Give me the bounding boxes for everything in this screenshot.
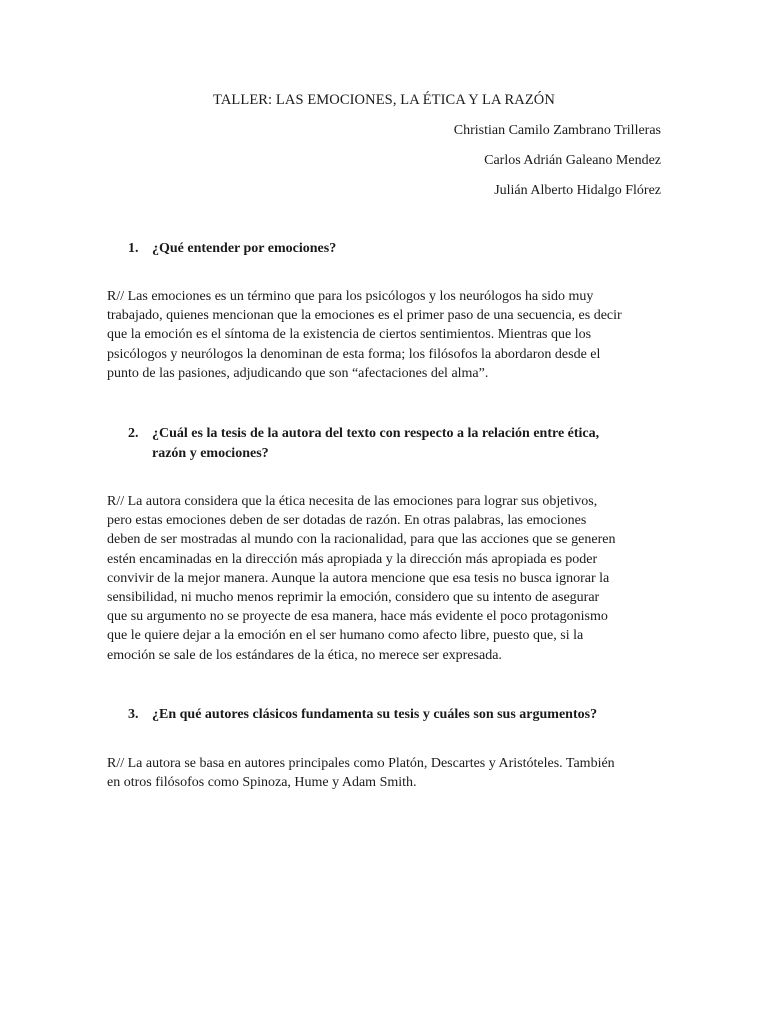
answer-line: pero estas emociones deben de ser dotadas de razón. En otras palabras, las emociones: [107, 513, 587, 529]
author-name: Julián Alberto Hidalgo Flórez: [494, 183, 661, 198]
answer-line: psicólogos y neurólogos la denominan de esta forma; los filósofos la abordaron desde el: [107, 346, 601, 362]
question-1: [128, 239, 648, 259]
answer-2: [107, 492, 663, 665]
question-number: 2.: [128, 426, 139, 441]
question-number: 1.: [128, 241, 139, 256]
answer-line: que la emoción es el síntoma de la existencia de ciertos sentimientos. Mientras que los: [107, 327, 592, 343]
author-list: [454, 122, 661, 212]
document-title: TALLER: LAS EMOCIONES, LA ÉTICA Y LA RAZÓN: [213, 92, 555, 108]
answer-line: sensibilidad, ni mucho menos reprimir la emoción, considero que su intento de asegurar: [107, 590, 600, 606]
question-line: ¿Cuál es la tesis de la autora del texto con respecto a la relación entre ética,: [152, 426, 600, 441]
answer-line: R// La autora se basa en autores principales como Platón, Descartes y Aristóteles. También: [107, 756, 615, 771]
question-text: [152, 705, 648, 725]
answer-line: que le quiere dejar a la emoción en el ser humano como afecto libre, puesto que, si la: [107, 628, 584, 644]
question-line: ¿En qué autores clásicos fundamenta su tesis y cuáles son sus argumentos?: [152, 707, 598, 722]
answer-line: punto de las pasiones, adjudicando que son “afectaciones del alma”.: [107, 365, 489, 381]
author-name: Carlos Adrián Galeano Mendez: [484, 153, 661, 168]
answer-line: R// La autora considera que la ética necesita de las emociones para lograr sus objetivos,: [107, 494, 598, 509]
question-3: [128, 705, 648, 725]
question-text: [152, 239, 648, 259]
answer-line: trabajado, quienes mencionan que la emociones es el primer paso de una secuencia, es decir: [107, 308, 622, 324]
question-2: [128, 424, 648, 464]
answer-line: emoción se sale de los estándares de la ética, no merece ser expresada.: [107, 647, 502, 663]
answer-line: R// Las emociones es un término que para los psicólogos y los neurólogos ha sido muy: [107, 289, 594, 304]
question-text: [152, 424, 648, 464]
answer-3: [107, 754, 663, 792]
answer-1: [107, 287, 663, 383]
question-number: 3.: [128, 707, 139, 722]
author-name: Christian Camilo Zambrano Trilleras: [453, 123, 661, 138]
answer-line: convivir de la mejor manera. Aunque la autora mencione que esa tesis no busca ignorar la: [107, 570, 610, 586]
answer-line: estén encaminadas en la dirección más apropiada y la dirección más apropiada es poder: [107, 551, 598, 567]
question-line: razón y emociones?: [152, 446, 269, 461]
question-line: ¿Qué entender por emociones?: [152, 241, 337, 256]
answer-line: que su argumento no se proyecte de esa manera, hace más evidente el poco protagonismo: [107, 609, 608, 625]
answer-line: en otros filósofos como Spinoza, Hume y Adam Smith.: [107, 775, 417, 791]
answer-line: deben de ser mostradas al mundo con la racionalidad, para que las acciones que se generen: [107, 532, 616, 548]
